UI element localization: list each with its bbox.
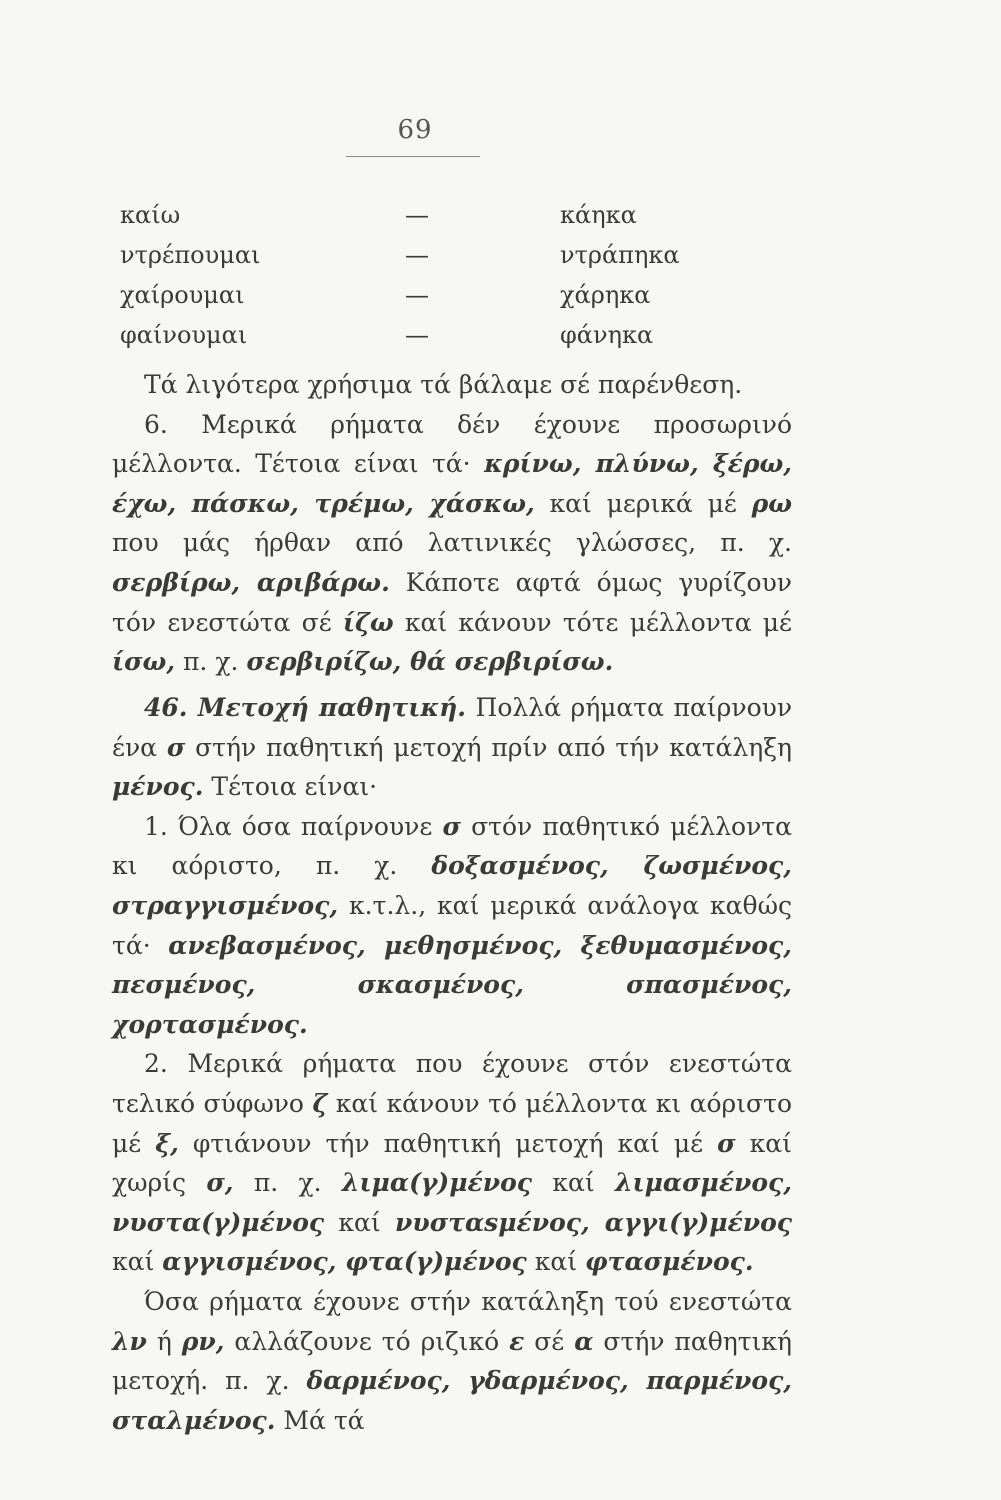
text-run: Κάποτε αφτά όμως γυρίζουν τόν ενεστώτα σέ	[112, 567, 792, 637]
emphasis-run: νυσταsμένος, αγγι(γ)μένος	[395, 1207, 792, 1237]
text-run: καί	[338, 1207, 381, 1237]
emphasis-run: α	[574, 1326, 594, 1356]
paragraph-rule-6	[112, 405, 792, 682]
text-run: 6. Μερικά ρήματα δέν έχουνε προσωρινό μέλλοντα. Τέτοια είναι τά·	[112, 409, 792, 479]
emphasis-run: ε	[509, 1326, 525, 1356]
text-run: σέ	[534, 1326, 565, 1356]
emphasis-run: σ	[717, 1128, 736, 1158]
text-run: καί κάνουν τότε μέλλοντα μέ	[404, 607, 793, 637]
emphasis-run: σ	[442, 811, 461, 841]
text-run: καί	[552, 1168, 595, 1198]
section-46-item-3	[112, 1282, 792, 1440]
emphasis-run: λιμα(γ)μένος	[341, 1168, 532, 1198]
text-run: π. χ.	[253, 1168, 322, 1198]
emphasis-run: ρω	[751, 488, 793, 518]
emphasis-run: ζ	[312, 1088, 328, 1118]
verb-present: καίω	[120, 201, 181, 229]
paragraph-block-1	[112, 365, 792, 682]
verb-present: φαίνουμαι	[120, 321, 248, 349]
emphasis-run: λν	[112, 1326, 147, 1356]
emphasis-run: φτασμένος.	[585, 1247, 754, 1277]
text-run: 2. Μερικά ρήματα που έχουνε στόν ενεστώτα τελικό σύφωνο	[112, 1049, 792, 1118]
page-number: 69	[397, 115, 433, 145]
text-run: π. χ.	[183, 647, 239, 677]
text-run: καί	[534, 1247, 578, 1277]
verb-row	[120, 195, 680, 235]
verb-present: χαίρουμαι	[120, 281, 245, 309]
verb-aorist: κάηκα	[560, 201, 637, 229]
emphasis-run: ξ,	[155, 1128, 179, 1158]
section-46-item-1	[112, 807, 792, 1045]
emphasis-run: σ	[166, 732, 186, 762]
header-rule	[346, 156, 480, 157]
paragraph-note	[112, 365, 792, 405]
text-run: στόν παθητικό μέλλοντα κι αόριστο, π. χ.	[112, 811, 793, 881]
emphasis-run: ανεβασμένος, μεθησμένος, ξεθυμασμένος, πεσμένος, σκασμένος, σπασμένος, χορτασμένος.	[112, 930, 792, 1039]
emphasis-run: ίζω	[342, 607, 394, 637]
section-46-intro	[112, 688, 792, 807]
text-run: αλλάζουνε τό ριζικό	[234, 1326, 500, 1356]
paragraph-block-2	[112, 688, 792, 1440]
text-run: καί μερικά μέ	[549, 488, 737, 518]
text-run: φτιάνουν τήν παθητική μετοχή καί μέ	[192, 1128, 704, 1158]
verb-row	[120, 275, 680, 315]
verb-dash: —	[405, 321, 429, 349]
emphasis-run: μένος.	[112, 772, 204, 802]
verb-dash: —	[405, 241, 429, 269]
verb-row	[120, 315, 680, 355]
emphasis-run: αγγισμένος, φτα(γ)μένος	[162, 1247, 527, 1277]
text-run: Μά τά	[283, 1405, 365, 1435]
verb-dash: —	[405, 201, 429, 229]
emphasis-run: δαρμένος, γδαρμένος, παρμένος, σταλμένος.	[112, 1366, 792, 1435]
text-run: Όσα ρήματα έχουνε στήν κατάληξη τού ενεστώτα	[144, 1286, 792, 1316]
section-46-item-2	[112, 1044, 792, 1282]
emphasis-run: κρίνω, πλύνω, ξέρω, έχω, πάσκω, τρέμω, χάσκω,	[112, 449, 792, 518]
verb-row	[120, 235, 680, 275]
emphasis-run: σ,	[206, 1168, 234, 1198]
verb-aorist: φάνηκα	[560, 321, 654, 349]
emphasis-run: ίσω,	[112, 647, 176, 677]
verb-aorist: χάρηκα	[560, 281, 651, 309]
text-run: στήν παθητική μετοχή πρίν από τήν κατάληξη	[195, 732, 792, 762]
section-heading: 46. Μετοχή παθητική.	[144, 693, 466, 722]
verb-aorist: ντράπηκα	[560, 241, 680, 269]
text-run: που μάς ήρθαν από λατινικές γλώσσες, π. χ.	[112, 528, 792, 558]
emphasis-run: ρν,	[181, 1326, 225, 1356]
emphasis-run: σερβίρω, αριβάρω.	[112, 567, 390, 597]
text-run: Πολλά ρήματα παίρνουν ένα	[112, 693, 793, 762]
text-run: στήν παθητική μετοχή. π. χ.	[112, 1326, 793, 1396]
verb-present: ντρέπουμαι	[120, 241, 261, 269]
text-run: Τέτοια είναι·	[211, 772, 378, 802]
text-run: ή	[156, 1326, 172, 1356]
verb-table	[120, 195, 680, 355]
text-run: καί κάνουν τό μέλλοντα κι αόριστο μέ	[112, 1088, 792, 1158]
text-run: καί	[112, 1247, 155, 1277]
text-run: 1. Όλα όσα παίρνουνε	[144, 811, 433, 841]
verb-dash: —	[405, 281, 429, 309]
emphasis-run: σερβιρίζω, θά σερβιρίσω.	[246, 647, 614, 677]
text-run: καί χωρίς	[112, 1128, 792, 1198]
emphasis-run: δοξασμένος, ζωσμένος, στραγγισμένος,	[112, 851, 792, 920]
note-text: Τά λιγότερα χρήσιμα τά βάλαμε σέ παρένθεση.	[144, 370, 743, 399]
emphasis-run: λιμασμένος, νυστα(γ)μένος	[112, 1168, 792, 1237]
text-run: κ.τ.λ., καί μερικά ανάλογα καθώς τά·	[112, 890, 792, 960]
